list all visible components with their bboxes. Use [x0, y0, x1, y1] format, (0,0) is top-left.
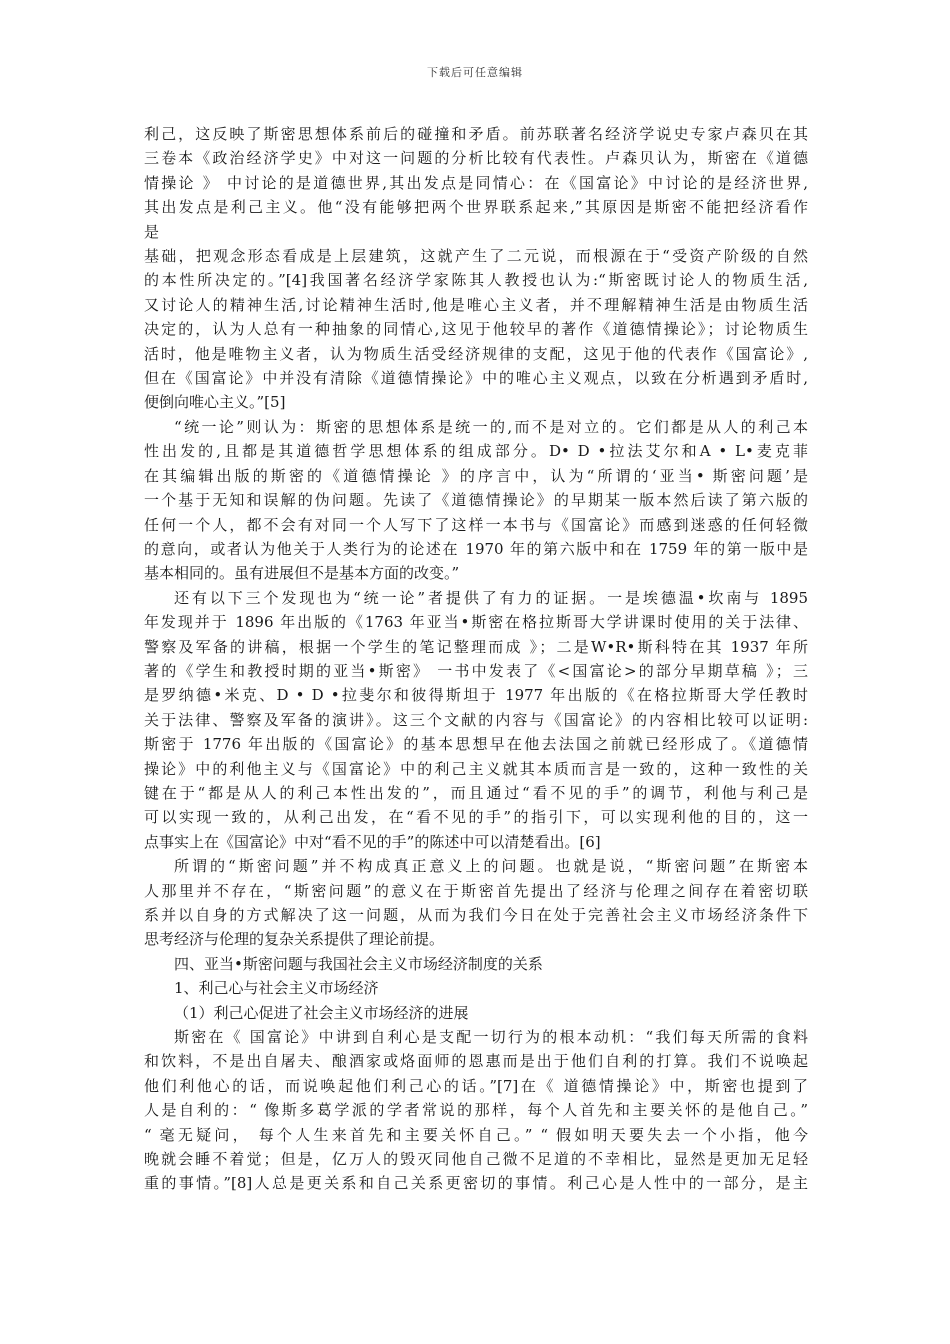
text-line: 所谓的“斯密问题”并不构成真正意义上的问题。也就是说，“斯密问题”在斯密本 [174, 857, 808, 876]
paragraph [144, 1025, 808, 1196]
text-line: 思考经济与伦理的复杂关系提供了理论前提。 [144, 930, 445, 949]
text-line: 活时，他是唯物主义者，认为物质生活受经济规律的支配，这见于他的代表作《国富论》, [144, 344, 808, 363]
paragraph [144, 854, 808, 952]
text-line: 重的事情。”[8]人总是更关系和自己关系更密切的事情。利己心是人性中的一部分，是主 [144, 1174, 808, 1193]
text-line: （1）利己心促进了社会主义市场经济的进展 [174, 1003, 469, 1022]
text-line: 系并以自身的方式解决了这一问题，从而为我们今日在处于完善社会主义市场经济条件下 [144, 906, 808, 924]
text-line: 但在《国富论》中并没有清除《道德情操论》中的唯心主义观点，以致在分析遇到矛盾时, [144, 369, 808, 388]
paragraph [144, 244, 808, 415]
text-line: 警察及军备的讲稿，根据一个学生的笔记整理而成 》；二是W•R•斯科特在其 1937 年所 [144, 637, 808, 656]
text-line: 晚就会睡不着觉；但是，亿万人的毁灭同他自己微不足道的不幸相比，显然是更加无足轻 [144, 1150, 808, 1169]
text-line: 便倒向唯心主义。”[5] [144, 393, 286, 412]
text-line: 键在于“都是从人的利己本性出发的”，而且通过“看不见的手”的调节，利他与利己是 [144, 783, 808, 802]
text-line: 是 [144, 222, 160, 241]
text-line: 三卷本《政治经济学史》中对这一问题的分析比较有代表性。卢森贝认为，斯密在《道德 [144, 149, 808, 168]
section-heading [144, 952, 808, 976]
page-header: 下载后可任意编辑 [427, 66, 523, 79]
text-line: 点事实上在《国富论》中对“看不见的手”的陈述中可以清楚看出。[6] [144, 832, 601, 851]
subsection-heading [144, 976, 808, 1000]
text-line: 的本性所决定的。”[4]我国著名经济学家陈其人教授也认为:“斯密既讨论人的物质生活, [144, 271, 808, 290]
text-line: 斯密于 1776 年出版的《国富论》的基本思想早在他去法国之前就已经形成了。《道德情 [144, 735, 808, 754]
text-line: 还有以下三个发现也为“统一论”者提供了有力的证据。一是埃德温•坎南与 1895 [174, 588, 808, 607]
paragraph [144, 586, 808, 854]
text-line: 人是自利的：“ 像斯多葛学派的学者常说的那样，每个人首先和主要关怀的是他自己。” [144, 1101, 808, 1120]
document-body [144, 122, 808, 1196]
text-line: 1、利己心与社会主义市场经济 [174, 979, 379, 998]
text-line: 著的《学生和教授时期的亚当•斯密》 一书中发表了《<国富论>的部分早期草稿 》；三 [144, 661, 808, 680]
subsubsection-heading [144, 1001, 808, 1025]
text-line: 关于法律、警察及军备的演讲》。这三个文献的内容与《国富论》的内容相比较可以证明: [144, 710, 808, 729]
text-line: 情操论 》 中讨论的是道德世界,其出发点是同情心：在《国富论》中讨论的是经济世界, [144, 173, 808, 192]
paragraph [144, 415, 808, 586]
text-line: 斯密在《 国富论》中讲到自利心是支配一切行为的根本动机：“我们每天所需的食料 [174, 1028, 808, 1047]
text-line: 人那里并不存在，“斯密问题”的意义在于斯密首先提出了经济与伦理之间存在着密切联 [144, 881, 808, 900]
text-line: “统一论”则认为：斯密的思想体系是统一的,而不是对立的。它们都是从人的利己本 [174, 417, 808, 436]
text-line: 年发现并于 1896 年出版的《1763 年亚当•斯密在格拉斯哥大学讲课时使用的关于法律、 [144, 613, 808, 632]
text-line: 在其编辑出版的斯密的《道德情操论 》的序言中，认为“所谓的‘亚当• 斯密问题’是 [144, 466, 808, 485]
text-line: 四、亚当•斯密问题与我国社会主义市场经济制度的关系 [174, 954, 543, 973]
text-line: 是罗纳德•米克、D • D •拉斐尔和彼得斯坦于 1977 年出版的《在格拉斯哥大学任教时 [144, 686, 808, 705]
text-line: 决定的，认为人总有一种抽象的同情心,这见于他较早的著作《道德情操论》；讨论物质生 [144, 320, 808, 339]
text-line: 一个基于无知和误解的伪问题。先读了《道德情操论》的早期某一版本然后读了第六版的 [144, 491, 808, 510]
text-line: 和饮料，不是出自屠夫、酿酒家或烙面师的恩惠而是出于他们自利的打算。我们不说唤起 [144, 1052, 808, 1071]
text-line: “ 毫无疑问， 每个人生来首先和主要关怀自己。” “ 假如明天要失去一个小指，他今 [144, 1125, 808, 1144]
text-line: 又讨论人的精神生活,讨论精神生活时,他是唯心主义者，并不理解精神生活是由物质生活 [144, 295, 808, 314]
text-line: 任何一个人，都不会有对同一个人写下了这样一本书与《国富论》而感到迷惑的任何轻微 [144, 515, 808, 534]
text-line: 性出发的,且都是其道德哲学思想体系的组成部分。D• D •拉法艾尔和A • L•麦克菲 [144, 442, 808, 461]
text-line: 基础，把观念形态看成是上层建筑，这就产生了二元说，而根源在于“受资产阶级的自然 [144, 247, 808, 266]
text-line: 基本相同的。虽有进展但不是基本方面的改变。” [144, 564, 460, 583]
text-line: 他们利他心的话，而说唤起他们利己心的话。”[7]在《 道德情操论》中，斯密也提到了 [144, 1076, 808, 1095]
text-line: 操论》中的利他主义与《国富论》中的利己主义就其本质而言是一致的，这种一致性的关 [144, 759, 808, 778]
text-line: 的意向，或者认为他关于人类行为的论述在 1970 年的第六版中和在 1759 年的第一版中是 [144, 539, 808, 558]
text-line: 可以实现一致的，从利己出发，在“看不见的手”的指引下，可以实现利他的目的，这一 [144, 808, 808, 827]
paragraph [144, 122, 808, 244]
text-line: 利己，这反映了斯密思想体系前后的碰撞和矛盾。前苏联著名经济学说史专家卢森贝在其 [144, 125, 808, 143]
text-line: 其出发点是利己主义。他“没有能够把两个世界联系起来,”其原因是斯密不能把经济看作 [144, 198, 808, 217]
